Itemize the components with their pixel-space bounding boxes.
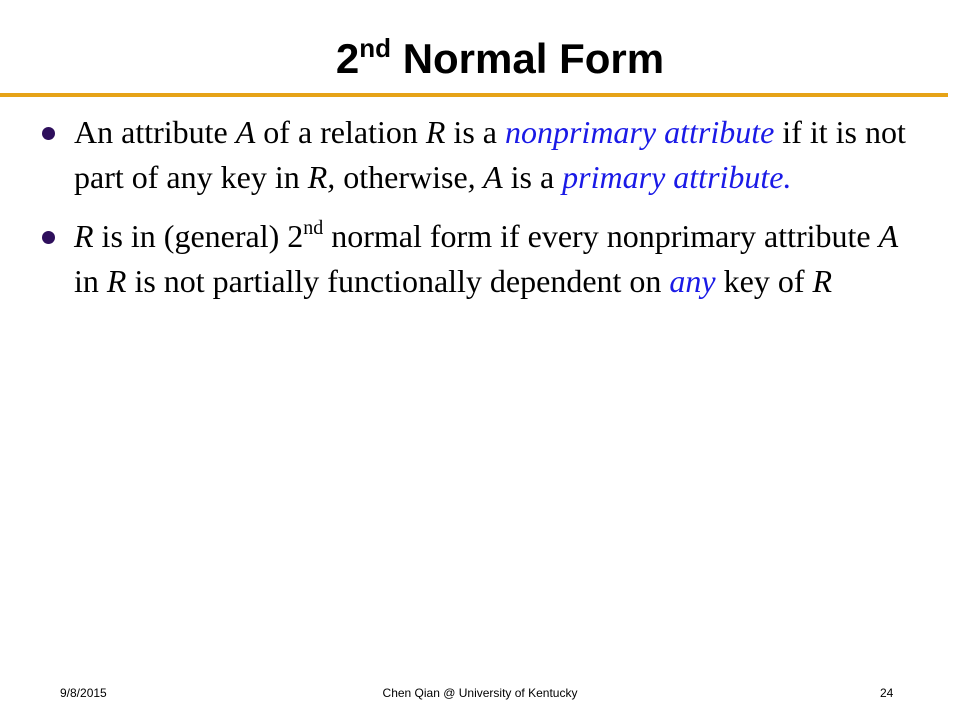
- term-any: any: [669, 263, 716, 299]
- title-superscript: nd: [359, 33, 392, 63]
- footer-author: Chen Qian @ University of Kentucky: [382, 686, 578, 700]
- footer-date: 9/8/2015: [60, 686, 107, 700]
- bullet-dot-icon: [42, 231, 55, 244]
- title-text: Normal Form: [391, 35, 665, 82]
- slide-title: [0, 34, 960, 84]
- term-nonprimary-attribute: nonprimary attribute: [504, 114, 775, 150]
- footer-page-number: 24: [880, 686, 894, 700]
- bullet-list: [40, 110, 920, 318]
- title-underline-rule: [0, 93, 948, 97]
- bullet-item-1: An attribute A of a relation R is a nonprimary attribute if it is not part of any key in R, otherwise, A is a primary attribute.: [40, 110, 920, 200]
- bullet-item-2: R is in (general) 2nd normal form if every nonprimary attribute A in R is not partially functionally dependent on any key of R: [40, 214, 920, 304]
- term-primary-attribute: primary attribute.: [562, 159, 792, 195]
- bullet-dot-icon: [42, 127, 55, 140]
- title-number: 2: [335, 35, 360, 82]
